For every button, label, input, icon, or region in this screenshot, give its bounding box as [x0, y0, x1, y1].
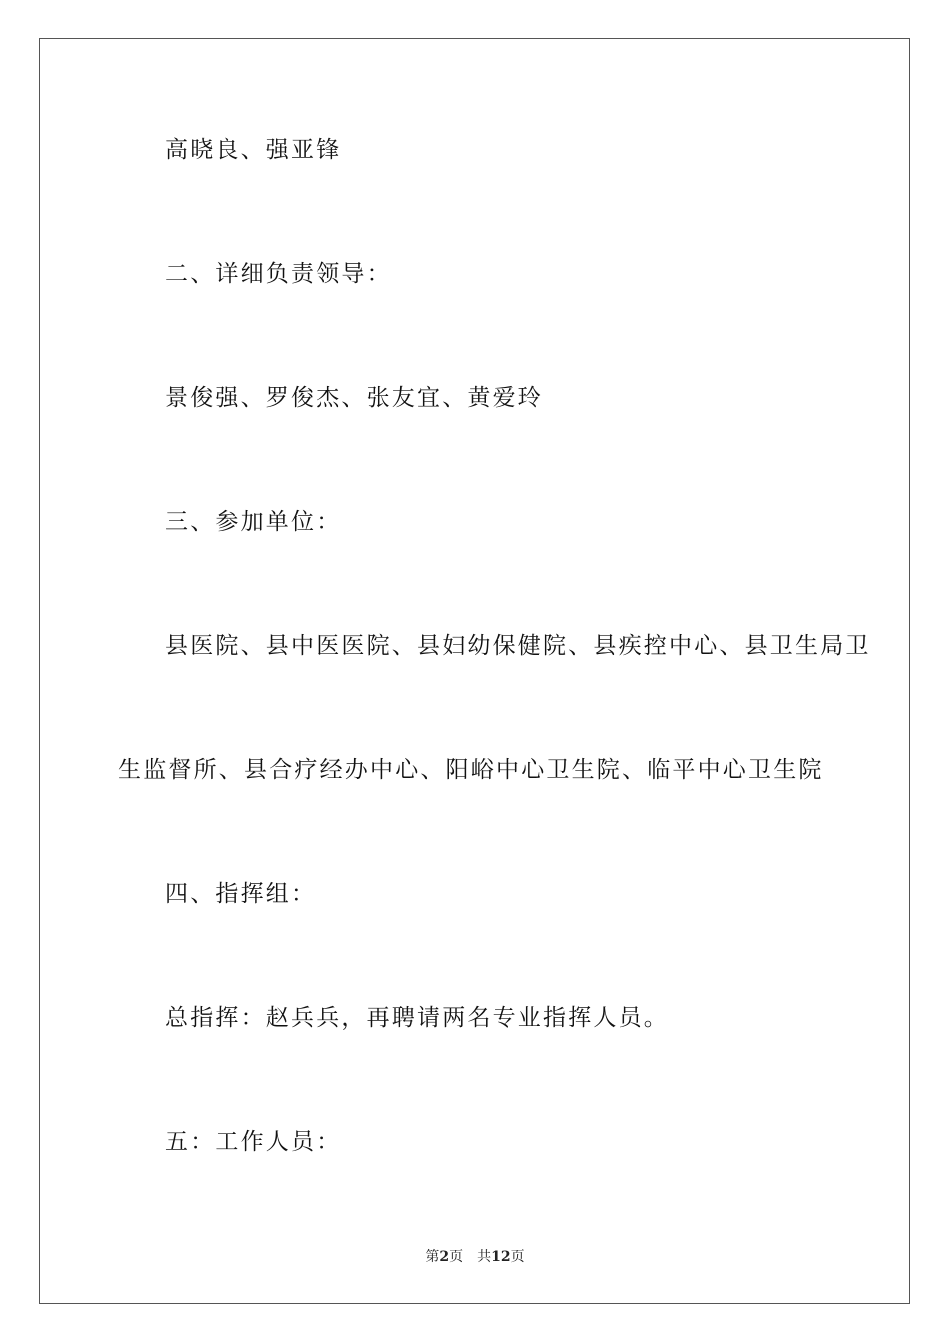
page-border	[39, 38, 910, 1304]
page-footer	[0, 1248, 950, 1266]
text-line-commander: 总指挥：赵兵兵，再聘请两名专业指挥人员。	[165, 1005, 669, 1031]
footer-page-number: 2	[439, 1249, 450, 1265]
heading-section-4: 四、指挥组：	[165, 881, 317, 907]
footer-page-suffix: 页	[449, 1249, 464, 1265]
text-line-units-1: 县医院、县中医医院、县妇幼保健院、县疾控中心、县卫生局卫	[165, 633, 871, 659]
text-line-units-2: 生监督所、县合疗经办中心、阳峪中心卫生院、临平中心卫生院	[118, 757, 824, 783]
heading-section-2: 二、详细负责领导：	[165, 261, 392, 287]
heading-section-3: 三、参加单位：	[165, 509, 342, 535]
footer-total-suffix: 页	[510, 1249, 525, 1265]
text-line-leaders: 景俊强、罗俊杰、张友宜、黄爱玲	[165, 385, 543, 411]
footer-page-prefix: 第	[425, 1249, 440, 1265]
footer-total-prefix: 共	[477, 1249, 492, 1265]
footer-total-pages: 12	[491, 1249, 511, 1265]
heading-section-5: 五：工作人员：	[165, 1129, 342, 1155]
text-line-names-1: 高晓良、强亚锋	[165, 137, 342, 163]
